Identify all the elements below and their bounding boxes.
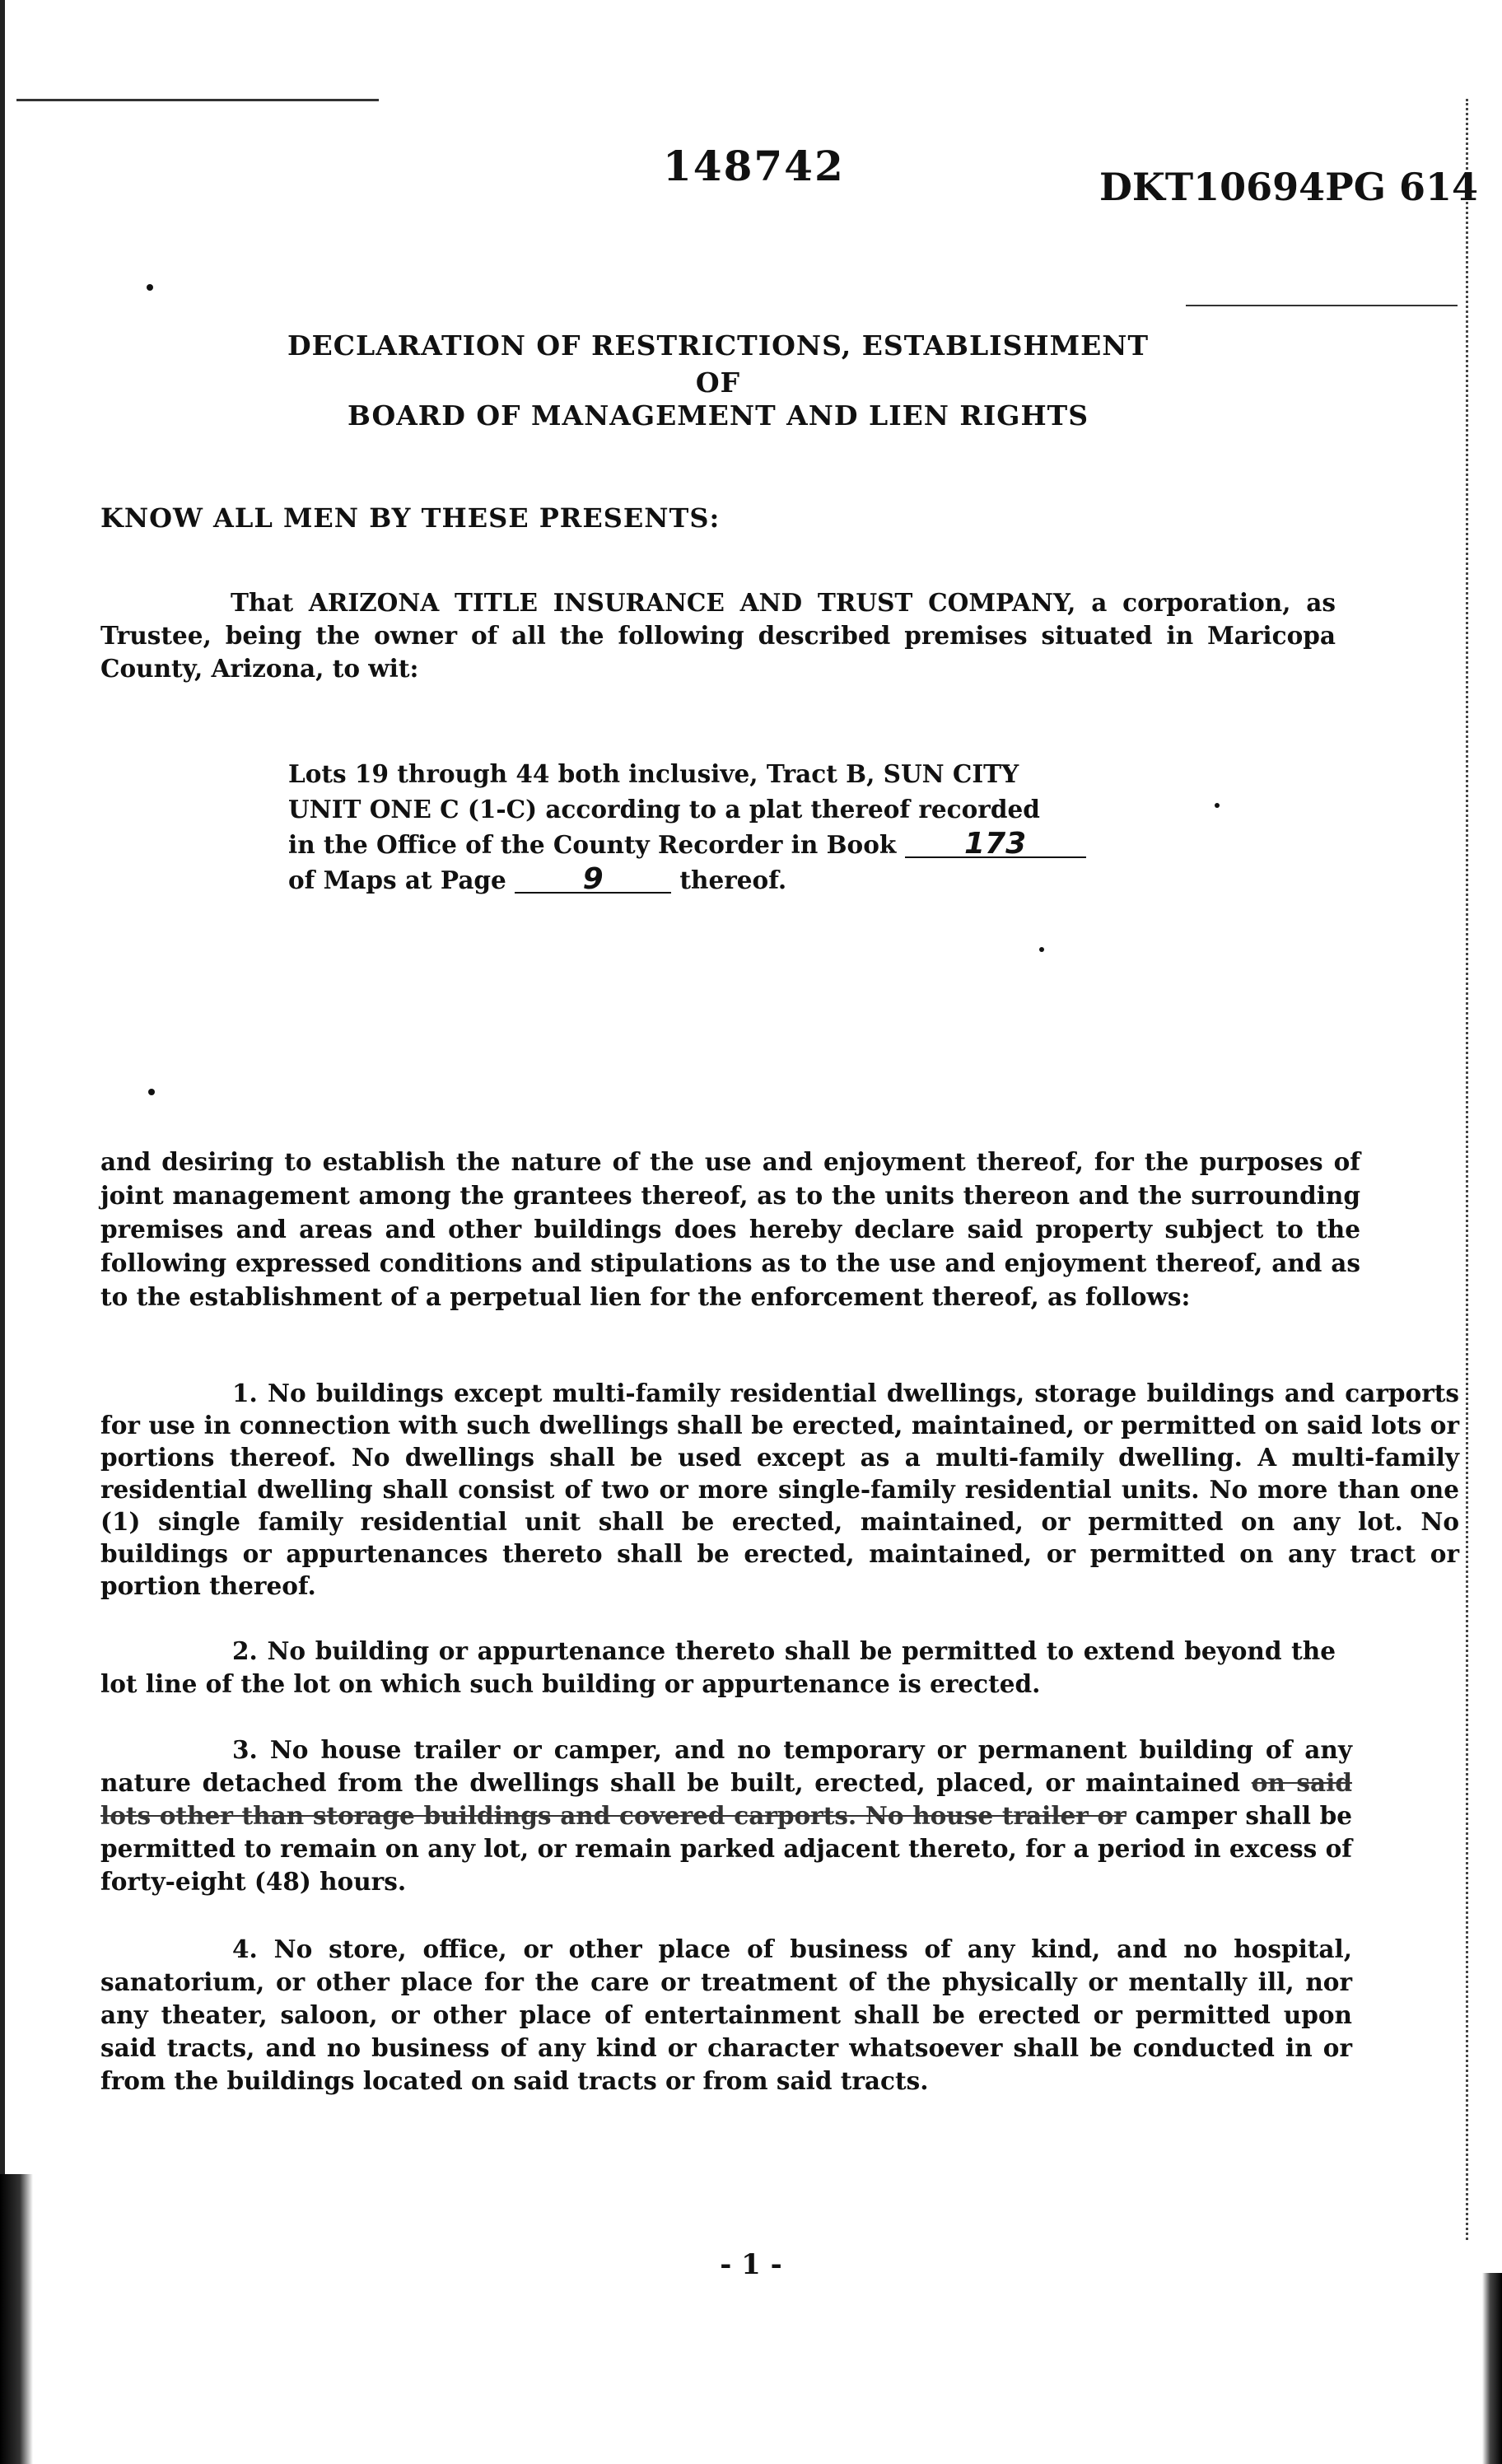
- document-title-line1: DECLARATION OF RESTRICTIONS, ESTABLISHMENT: [287, 329, 1150, 362]
- declaration-paragraph: and desiring to establish the nature of the use and enjoyment thereof, for the purposes of joint management among the grantees thereof, as to the units thereon and the surrounding premises and areas and other buildings does hereby declare said property subject to the following expressed conditions and stipulations as to the use and enjoyment thereof, and as to the establishment of a perpetual lien for the enforcement thereof, as follows:: [100, 1147, 1360, 1311]
- restriction-3-text-a: 3. No house trailer or camper, and no temporary or permanent building of any nature detached from the dwellings shall be built, erected, placed, or maintained: [100, 1735, 1352, 1797]
- scan-dash: [1186, 305, 1458, 306]
- legal-line-2: UNIT ONE C (1-C) according to a plat thereof recorded: [288, 795, 1040, 824]
- book-page-stamp: DKT10694PG 614: [1099, 165, 1479, 209]
- legal-line-3: [288, 827, 1112, 862]
- opening-heading: KNOW ALL MEN BY THESE PRESENTS:: [100, 502, 721, 534]
- restriction-1: 1. No buildings except multi-family residential dwellings, storage buildings and carports for use in connection with such dwellings shall be erected, maintained, or permitted on said lots or portions thereof. No dwellings shall be used except as a multi-family dwelling. A multi-family residential dwelling shall consist of two or more single-family residential units. No more than one (1) single family residential unit shall be erected, maintained, or permitted on any lot. No buildings or appurtenances thereto shall be erected, maintained, or permitted on any tract or portion thereof.: [100, 1379, 1459, 1600]
- document-title-line2: OF: [695, 366, 741, 399]
- restriction-2: 2. No building or appurtenance thereto shall be permitted to extend beyond the lot line of the lot on which such building or appurtenance is erected.: [100, 1636, 1336, 1698]
- scan-speck: [147, 284, 153, 291]
- scan-speck: [148, 1089, 155, 1095]
- page-number-handwritten: 9: [515, 867, 671, 894]
- legal-line-1: Lots 19 through 44 both inclusive, Tract B, SUN CITY: [288, 759, 1019, 788]
- scan-dash: [16, 99, 379, 101]
- book-number-handwritten: 173: [905, 832, 1086, 858]
- scan-tear-right: [1482, 2273, 1502, 2464]
- document-number: 148742: [663, 142, 845, 190]
- legal-line-4-text: of Maps at Page: [288, 866, 506, 894]
- intro-paragraph: That ARIZONA TITLE INSURANCE AND TRUST COMPANY, a corporation, as Trustee, being the owner of all the following described premises situated in Maricopa County, Arizona, to wit:: [100, 588, 1336, 683]
- legal-line-4: [288, 862, 1112, 898]
- restriction-3-text-b: camper shall be permitted to remain on any lot, or remain parked adjacent thereto, for a period in excess of forty-eight (48) hours.: [100, 1801, 1353, 1896]
- legal-line-4-suffix: thereof.: [679, 866, 787, 894]
- scan-tear: [0, 2174, 33, 2464]
- legal-line-3-text: in the Office of the County Recorder in Book: [288, 830, 897, 859]
- scan-speck: [1215, 803, 1220, 808]
- page-number: - 1 -: [720, 2248, 782, 2281]
- restriction-3-struck-text: on said lots other than storage buildings and covered carports. No house trailer or: [100, 1768, 1352, 1830]
- document-title-line3: BOARD OF MANAGEMENT AND LIEN RIGHTS: [347, 399, 1089, 432]
- restriction-4: 4. No store, office, or other place of business of any kind, and no hospital, sanatorium, or other place for the care or treatment of the physically or mentally ill, nor any theater, saloon, or other place of entertainment shall be erected or permitted upon said tracts, and no business of any kind or character whatsoever shall be conducted in or from the buildings located on said tracts or from said tracts.: [100, 1934, 1352, 2095]
- restriction-3: [100, 1734, 1352, 1898]
- scan-speck: [1039, 947, 1044, 952]
- legal-description: [288, 756, 1112, 898]
